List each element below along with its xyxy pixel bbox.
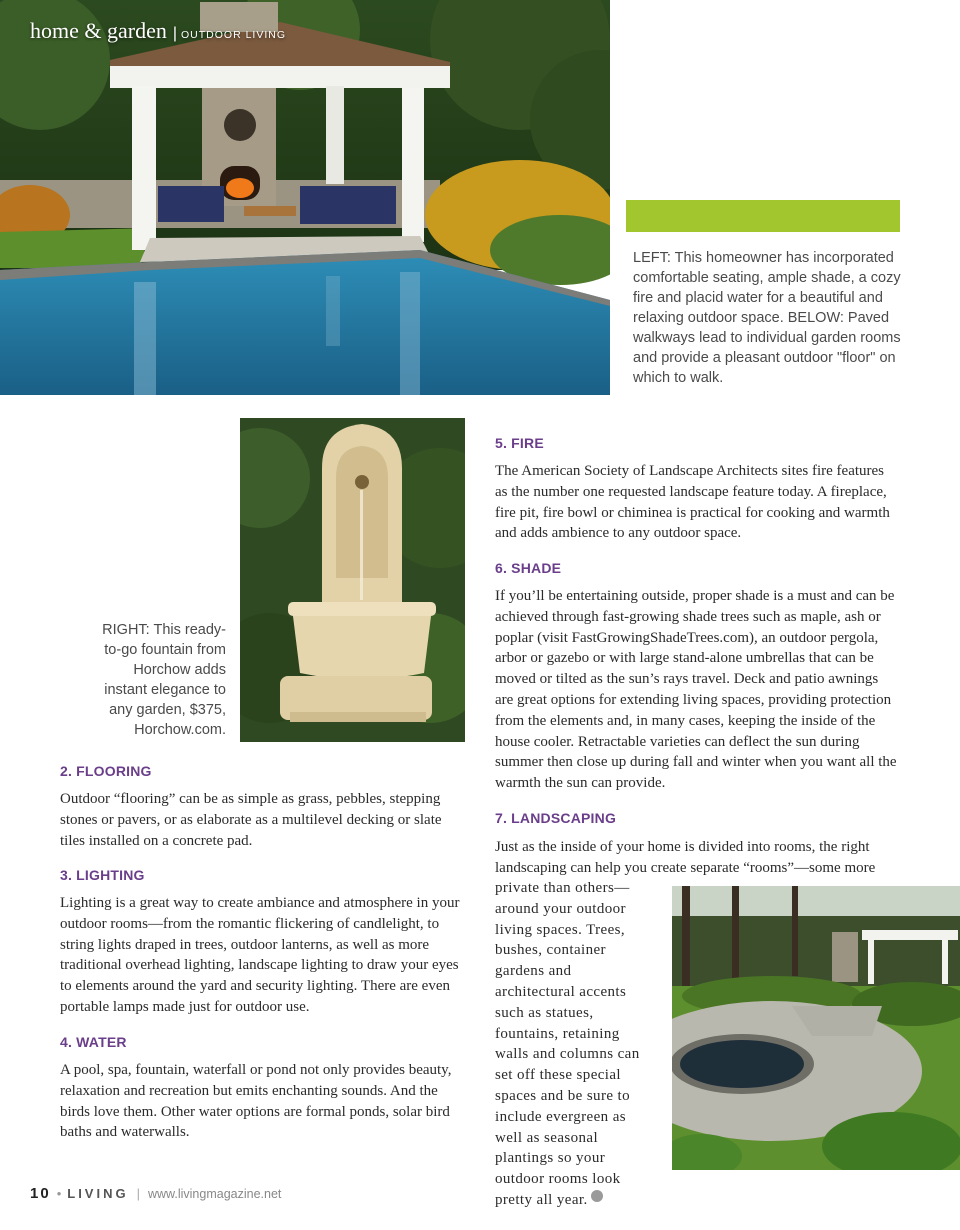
body-shade: If you’ll be entertaining outside, proper shade is a must and can be achieved through fast-growing shade trees such as maple, ash or poplar (visit FastGrowingShadeTrees.com), an outdoor pergola, arbor or gazebo or with large stand-alone umbrellas that can be moved or tilted as the sun’s rays travel. Deck and patio awnings are great options for extending living spaces, providing protection from the elements and, in many cases, keeping the inside of the house cooler. Retractable varieties can deflect the sun during summer then close up during fall and winter when you want all the warmth the sun can provide.	[495, 588, 897, 792]
photo-caption-left: LEFT: This homeowner has incorporated comfortable seating, ample shade, a cozy fire and placid water for a beautiful and relaxing outdoor space. BELOW: Paved walkways lead to individual garden rooms and provide a pleasant outdoor "floor" on which to walk.	[633, 250, 901, 386]
heading-fire: 5. FIRE	[495, 435, 544, 451]
living-logo-icon	[591, 1190, 603, 1202]
magazine-name: LIVING	[67, 1186, 129, 1201]
heading-landscaping: 7. LANDSCAPING	[495, 810, 617, 826]
section-fire	[495, 435, 900, 544]
fountain-photo	[240, 418, 465, 742]
section-lighting	[60, 867, 465, 1018]
masthead-brand: home & garden	[30, 18, 167, 43]
body-landscaping-wrap-text: private than others—around your outdoor living spaces. Trees, bushes, container gardens and architectural accents such as statues, fountains, retaining walls and columns can set off these special spaces and be sure to include evergreen as well as seasonal plantings so your outdoor rooms look pretty all year.	[495, 880, 640, 1208]
garden-photo	[672, 886, 960, 1170]
heading-shade: 6. SHADE	[495, 560, 562, 576]
section-shade	[495, 560, 900, 794]
masthead	[30, 18, 286, 44]
section-landscaping	[495, 810, 900, 826]
footer-bullet: •	[56, 1186, 62, 1201]
body-landscaping-intro: Just as the inside of your home is divided into rooms, the right landscaping can help you create separate “rooms”—some more	[495, 839, 876, 876]
photo-caption-right: RIGHT: This ready-to-go fountain from Horchow adds instant elegance to any garden, $375, Horchow.com.	[102, 622, 226, 738]
accent-bar	[626, 200, 900, 232]
body-water: A pool, spa, fountain, waterfall or pond not only provides beauty, relaxation and recreation but emits enchanting sounds. And the birds love them. Other water options are formal ponds, solar bird baths and waterwalls.	[60, 1062, 452, 1141]
heading-water: 4. WATER	[60, 1034, 127, 1050]
body-fire: The American Society of Landscape Architects sites fire features as the number one requested landscape feature today. A fireplace, fire pit, fire bowl or chiminea is practical for cooking and warmth and adds ambience to any outdoor space.	[495, 463, 890, 542]
body-flooring: Outdoor “flooring” can be as simple as grass, pebbles, stepping stones or pavers, or as elaborate as a multilevel decking or slate tiles installed on a concrete pad.	[60, 791, 442, 849]
masthead-divider: |	[172, 25, 178, 42]
page-number: 10	[30, 1185, 51, 1202]
footer-separator: |	[136, 1186, 140, 1201]
heading-lighting: 3. LIGHTING	[60, 867, 145, 883]
page-footer	[30, 1185, 281, 1203]
body-lighting: Lighting is a great way to create ambiance and atmosphere in your outdoor rooms—from the romantic flickering of candlelight, to string lights draped in trees, outdoor lanterns, as well as more traditional overhead lighting, landscape lighting to draw your eyes to elements around the yard and security lighting. There are even portable lamps made just for outdoor use.	[60, 895, 460, 1015]
hero-photo-pool-pavilion	[0, 0, 610, 395]
section-water	[60, 1034, 465, 1143]
body-landscaping-wrap	[495, 878, 653, 1211]
section-flooring	[60, 763, 465, 851]
masthead-section: OUTDOOR LIVING	[181, 29, 287, 41]
heading-flooring: 2. FLOORING	[60, 763, 152, 779]
magazine-url: www.livingmagazine.net	[147, 1187, 282, 1201]
